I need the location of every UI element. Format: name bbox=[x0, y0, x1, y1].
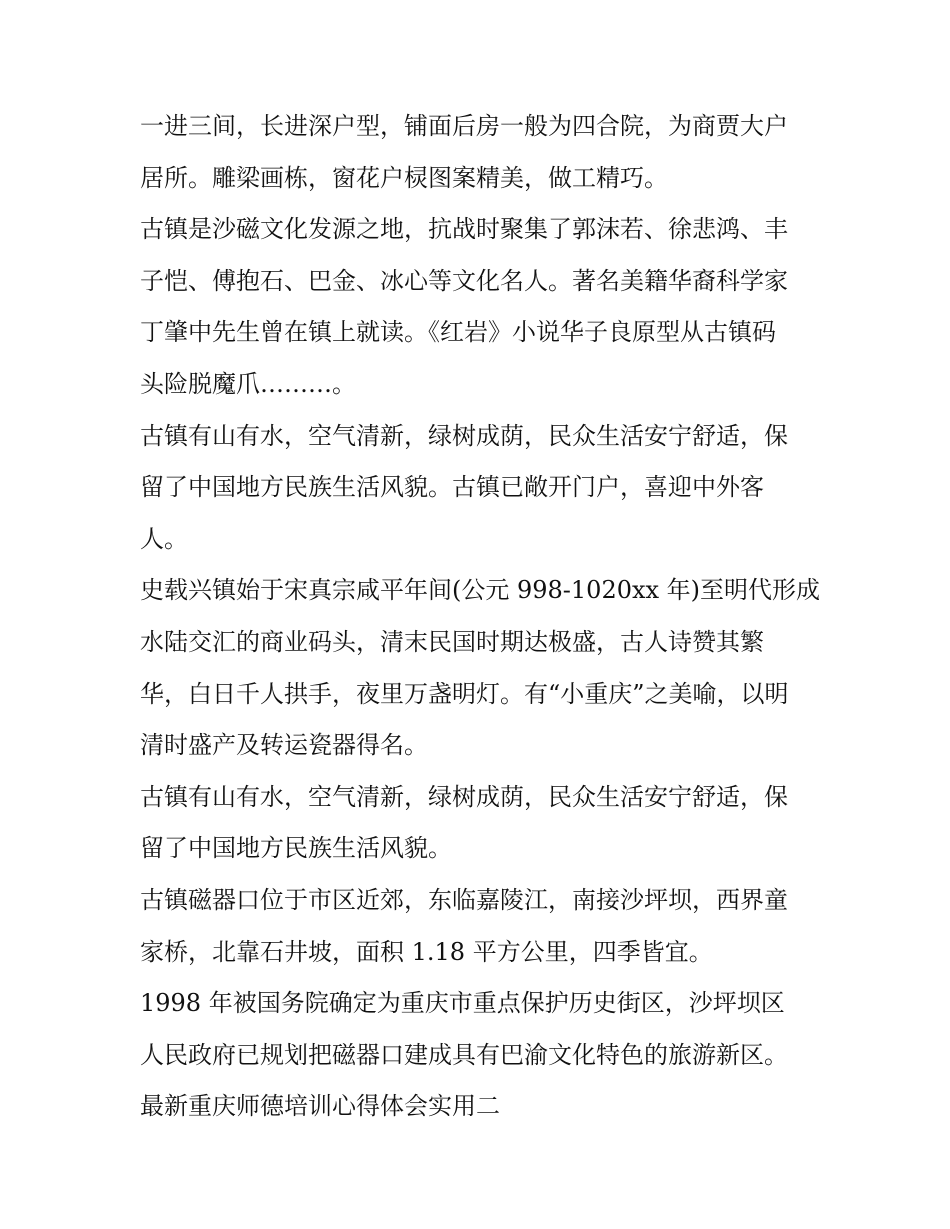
text-line: 人民政府已规划把磁器口建成具有巴渝文化特色的旅游新区。 bbox=[140, 1040, 788, 1069]
text-line: 居所。雕梁画栋，窗花户棂图案精美，做工精巧。 bbox=[140, 163, 668, 192]
text-line: 人。 bbox=[140, 524, 188, 553]
paragraph-culture bbox=[140, 204, 812, 410]
text-line: 1998 年被国务院确定为重庆市重点保护历史街区，沙坪坝区 bbox=[140, 989, 785, 1018]
text-line: 古镇有山有水，空气清新，绿树成荫，民众生活安宁舒适，保 bbox=[140, 782, 788, 811]
paragraph-heading-next bbox=[140, 1081, 812, 1133]
paragraph-protection bbox=[140, 978, 812, 1081]
text-line: 古镇磁器口位于市区近郊，东临嘉陵江，南接沙坪坝，西界童 bbox=[140, 885, 788, 914]
text-line: 最新重庆师德培训心得体会实用二 bbox=[140, 1092, 500, 1121]
text-line: 留了中国地方民族生活风貌。古镇已敞开门户，喜迎中外客 bbox=[140, 473, 764, 502]
text-line: 丁肇中先生曾在镇上就读。《红岩》小说华子良原型从古镇码 bbox=[140, 318, 776, 347]
paragraph-scenery-2 bbox=[140, 772, 812, 875]
text-line: 史载兴镇始于宋真宗咸平年间(公元 998-1020xx 年)至明代形成 bbox=[140, 576, 821, 605]
text-line: 古镇有山有水，空气清新，绿树成荫，民众生活安宁舒适，保 bbox=[140, 421, 788, 450]
paragraph-location bbox=[140, 875, 812, 978]
paragraph-scenery-1 bbox=[140, 411, 812, 566]
text-line: 古镇是沙磁文化发源之地，抗战时聚集了郭沫若、徐悲鸿、丰 bbox=[140, 215, 788, 244]
text-line: 留了中国地方民族生活风貌。 bbox=[140, 834, 452, 863]
text-line: 清时盛产及转运瓷器得名。 bbox=[140, 731, 428, 760]
text-line: 水陆交汇的商业码头，清末民国时期达极盛，古人诗赞其繁 bbox=[140, 627, 764, 656]
text-line: 头险脱魔爪………。 bbox=[140, 369, 356, 398]
text-line: 一进三间，长进深户型，铺面后房一般为四合院，为商贾大户 bbox=[140, 112, 788, 140]
text-line: 子恺、傅抱石、巴金、冰心等文化名人。著名美籍华裔科学家 bbox=[140, 266, 788, 295]
paragraph-courtyard bbox=[140, 101, 812, 204]
paragraph-history bbox=[140, 565, 821, 771]
text-line: 家桥，北靠石井坡，面积 1.18 平方公里，四季皆宜。 bbox=[140, 937, 713, 966]
text-line: 华，白日千人拱手，夜里万盏明灯。有“小重庆”之美喻，以明 bbox=[140, 679, 789, 708]
document-body bbox=[140, 101, 821, 1133]
